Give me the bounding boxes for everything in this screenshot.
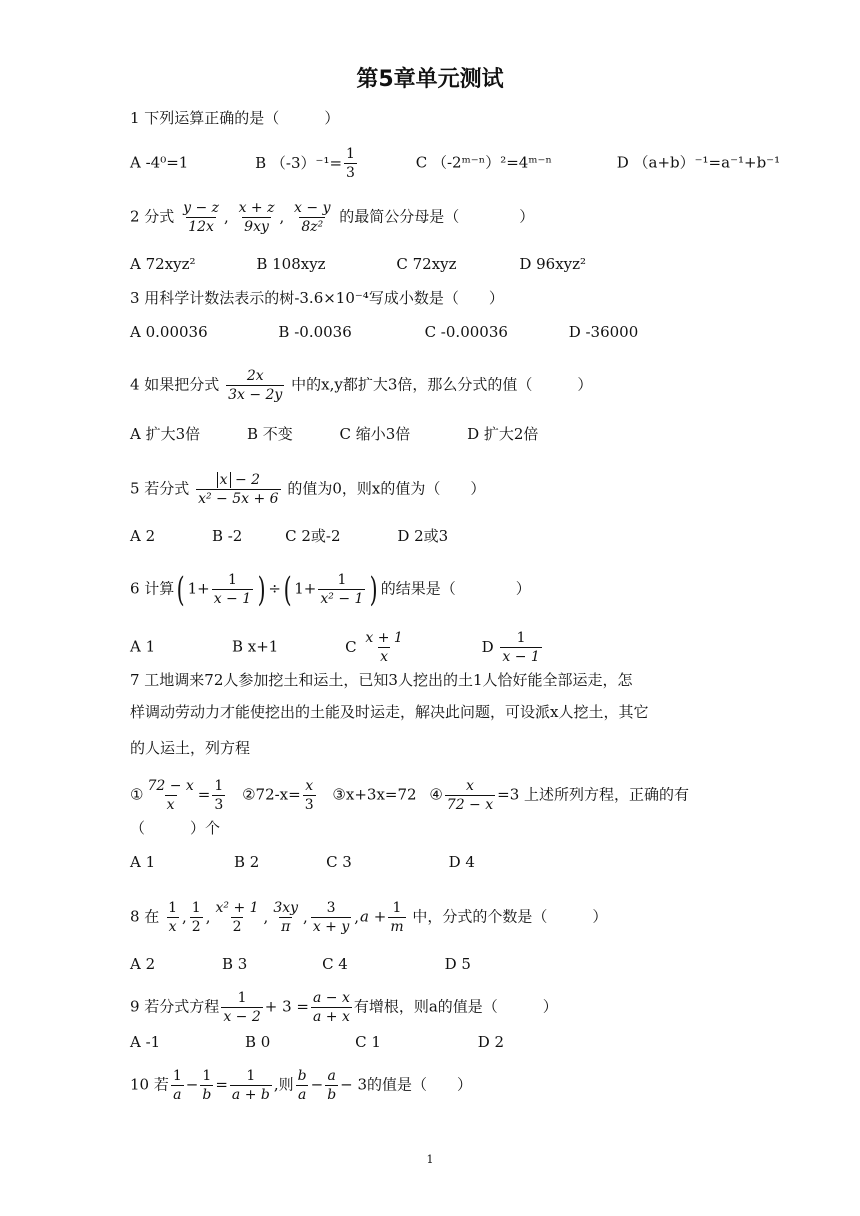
option-b: B 3: [221, 955, 248, 973]
option-b: B （-3）⁻¹= $\frac{1}{3}$: [255, 146, 355, 181]
option-d: D 96xyz²: [519, 255, 587, 273]
option-c: C -0.00036: [424, 323, 508, 341]
question-6-options: [130, 630, 544, 665]
option-c: C 3: [326, 853, 352, 871]
question-8-stem: 8 在 $\frac{1}{x}$ , $\frac{1}{2}$ , $\frac{\text{x² + 1}}{2}$ , $\frac{3xy}{\pi}$ , $\frac{3}{x + y}$ ,a + $\frac{1}{m}$ 中，分式的个数是（ ）: [130, 900, 608, 935]
option-a: A 0.00036: [130, 323, 208, 341]
question-7-line-3: 的人运土，列方程: [130, 739, 251, 757]
question-6-stem: 6 计算( 1+ $\frac{1}{x - 1}$ ) ÷( 1+ $\frac{1}{\text{x² − 1}}$ ) 的结果是（ ）: [130, 569, 531, 610]
question-7-line-1: 7 工地调来72人参加挖土和运土，已知3人挖出的土1人恰好能全部运走，怎: [130, 671, 633, 689]
option-c: C $\frac{x + 1}{x}$: [345, 630, 403, 665]
option-c: C （-2ᵐ⁻ⁿ）²=4ᵐ⁻ⁿ: [415, 153, 552, 172]
option-b: B -0.0036: [278, 323, 352, 341]
question-4-stem: 4 如果把分式 $\frac{2x}{3x - 2y}$ 中的x,y都扩大3倍，那么分式的值（ ）: [130, 368, 593, 403]
option-d: D $\frac{1}{x - 1}$: [481, 630, 540, 665]
option-a: A 2: [130, 955, 156, 973]
option-a: A 72xyz²: [130, 255, 196, 273]
option-b: B 不变: [246, 425, 293, 443]
option-c: C 1: [355, 1033, 381, 1051]
fraction: $\frac{1}{\text{x² − 1}}$: [320, 572, 364, 607]
question-2-stem: 2 分式 $\frac{y - z}{12x}$ , $\frac{x + z}{9xy}$ , $\frac{x - y}{\text{8z²}}$ 的最简公分母是（ ）: [130, 200, 535, 235]
question-5-stem: 5 若分式 $\frac{x - 2}{\text{x² − 5x + 6}}$ 的值为0，则x的值为（ ）: [130, 472, 486, 507]
option-c: C 4: [322, 955, 348, 973]
option-a: A -1: [130, 1033, 161, 1051]
option-d: D 2: [477, 1033, 505, 1051]
option-b: B -2: [211, 527, 243, 545]
question-2-options: [130, 254, 586, 274]
question-7-line-2: 样调动劳动力才能使挖出的土能及时运走，解决此问题，可设派x人挖土，其它: [130, 703, 649, 721]
option-b: B 0: [245, 1033, 271, 1051]
fraction: $\frac{1}{x - 1}$: [213, 572, 252, 607]
option-d: D 2或3: [397, 527, 449, 545]
question-9-stem: 9 若分式方程 $\frac{1}{x - 2}$ + 3 = $\frac{a - x}{a + x}$ 有增根，则a的值是（ ）: [130, 990, 558, 1025]
page-title: 第5章单元测试: [356, 67, 504, 92]
question-4-options: [130, 424, 538, 444]
option-a: A -4⁰=1: [130, 153, 189, 172]
option-b: B 108xyz: [256, 255, 326, 273]
option-d: D 4: [448, 853, 475, 871]
question-10-stem: 10 若 $\frac{1}{a}$ − $\frac{1}{b}$ = $\frac{1}{a + b}$ ,则 $\frac{b}{a}$ − $\frac{a}{b}$ − 3的值是（ ）: [130, 1068, 473, 1103]
option-d: D -36000: [568, 323, 639, 341]
question-8-options: [130, 954, 471, 974]
option-c: C 2或-2: [285, 527, 341, 545]
question-7-equations: ① $\frac{72 - x}{x}$ = $\frac{1}{3}$ ②72-x= $\frac{x}{3}$ ③x+3x=72 ④ $\frac{x}{72 - x}$ =3 上述所列方程，正确的有: [130, 778, 690, 813]
question-1-stem: 1 下列运算正确的是（ ）: [130, 109, 340, 127]
fraction: $\frac{x - y}{\text{8z²}}$: [294, 200, 331, 235]
option-a: A 扩大3倍: [130, 425, 201, 443]
fraction: $\frac{2x}{3x - 2y}$: [228, 368, 283, 403]
option-d: D 扩大2倍: [467, 425, 539, 443]
question-1-options: [130, 146, 780, 181]
option-d: D （a+b）⁻¹=a⁻¹+b⁻¹: [616, 153, 781, 172]
option-b: B 2: [233, 853, 260, 871]
question-9-options: [130, 1032, 504, 1052]
question-7-line-5: （ ）个: [130, 819, 221, 837]
option-c: C 缩小3倍: [339, 425, 411, 443]
fraction: $\frac{x + z}{9xy}$: [238, 200, 275, 235]
question-5-options: [130, 526, 448, 546]
option-d: D 5: [444, 955, 471, 973]
option-a: A 2: [130, 527, 156, 545]
page-number: 1: [426, 1153, 434, 1166]
question-7-options: [130, 852, 475, 872]
option-b: B x+1: [231, 637, 279, 656]
fraction: $\frac{x - 2}{\text{x² − 5x + 6}}$: [198, 472, 279, 507]
fraction: $\frac{y - z}{12x}$: [183, 200, 220, 235]
option-a: A 1: [130, 637, 156, 656]
question-3-stem: 3 用科学计数法表示的树-3.6×10⁻⁴写成小数是（ ）: [130, 289, 504, 307]
option-a: A 1: [130, 853, 156, 871]
question-3-options: [130, 322, 638, 342]
option-c: C 72xyz: [396, 255, 457, 273]
